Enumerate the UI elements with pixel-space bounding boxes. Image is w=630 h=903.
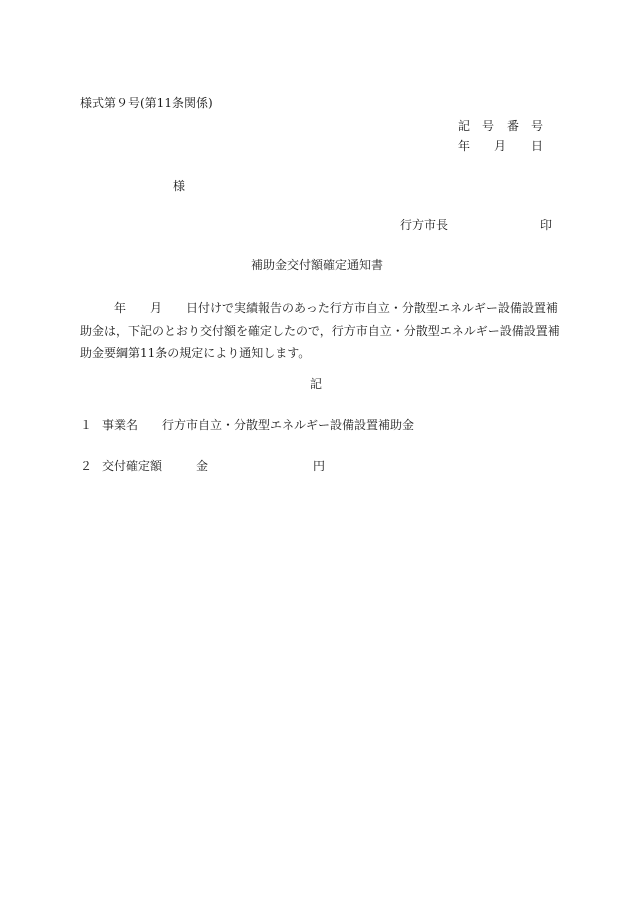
body-line-2: 助金は，下記のとおり交付額を確定したので，行方市自立・分散型エネルギー設備設置補: [80, 323, 560, 338]
document-title: 補助金交付額確定通知書: [251, 258, 384, 272]
date-year: 年: [458, 139, 471, 153]
item-2-label: 交付確定額: [102, 459, 163, 473]
doc-ref-go: 号: [482, 119, 495, 133]
item-1-label: 事業名: [102, 418, 139, 432]
body-year: 年: [114, 301, 127, 315]
item-2-number: ２: [80, 459, 93, 473]
ki-heading: 記: [310, 377, 323, 391]
item-2-yen: 円: [313, 459, 326, 473]
body-line-3: 助金要綱第11条の規定により通知します。: [80, 346, 311, 360]
date-day: 日: [531, 139, 544, 153]
item-1-number: １: [80, 418, 93, 432]
body-line-1: [80, 297, 560, 320]
addressee-honorific: 様: [173, 179, 186, 193]
item-2-kin: 金: [196, 459, 209, 473]
date-month: 月: [494, 139, 507, 153]
doc-ref-ban: 番: [507, 119, 520, 133]
doc-ref-ki: 記: [458, 119, 471, 133]
seal-mark: 印: [540, 218, 553, 232]
body-month: 月: [150, 301, 163, 315]
doc-ref-go2: 号: [531, 119, 544, 133]
issuer-name: 行方市長: [400, 218, 449, 232]
body-paragraph: [80, 297, 560, 365]
body-line-1-text: 日付けで実績報告のあった行方市自立・分散型エネルギー設備設置補: [186, 301, 558, 315]
form-number: 様式第９号(第11条関係): [80, 96, 213, 110]
item-1-value: 行方市自立・分散型エネルギー設備設置補助金: [162, 418, 415, 432]
